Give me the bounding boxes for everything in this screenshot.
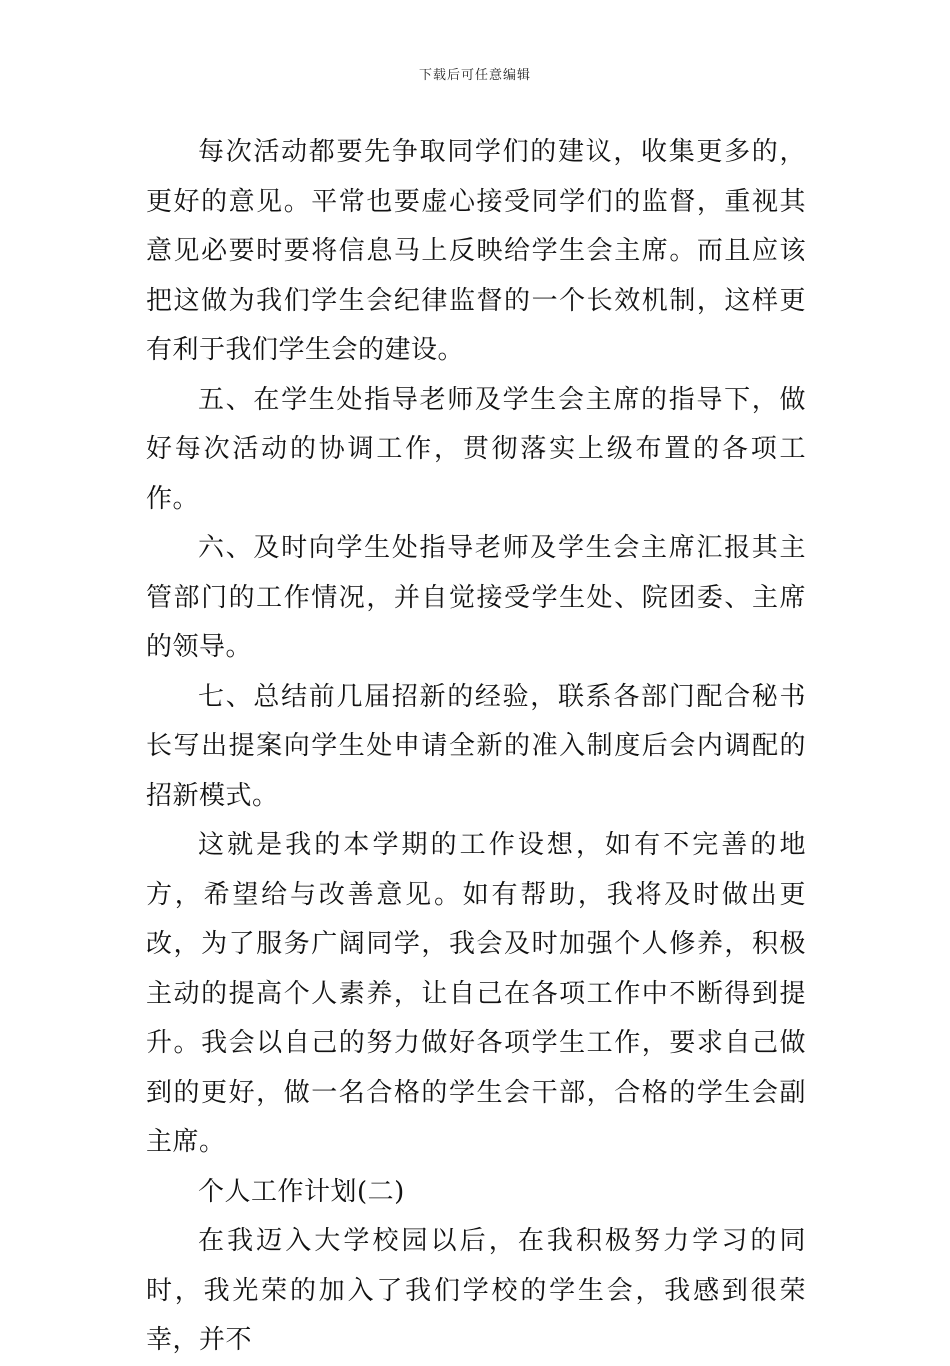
paragraph-4: 七、总结前几届招新的经验，联系各部门配合秘书长写出提案向学生处申请全新的准入制度后会内调配的招新模式。	[146, 681, 806, 811]
header-note: 下载后可任意编辑	[418, 68, 531, 83]
paragraph-6: 在我迈入大学校园以后，在我积极努力学习的同时，我光荣的加入了我们学校的学生会，我感到很荣幸，并不	[146, 1226, 806, 1355]
document-body	[146, 128, 806, 1366]
paragraph-3: 六、及时向学生处指导老师及学生会主席汇报其主管部门的工作情况，并自觉接受学生处、院团委、主席的领导。	[146, 533, 806, 662]
paragraph-1: 每次活动都要先争取同学们的建议，收集更多的，更好的意见。平常也要虚心接受同学们的监督，重视其意见必要时要将信息马上反映给学生会主席。而且应该把这做为我们学生会纪律监督的一个长效机制，这样更有利于我们学生会的建设。	[146, 137, 806, 365]
section-heading: 个人工作计划(二)	[198, 1176, 405, 1207]
paragraph-5: 这就是我的本学期的工作设想，如有不完善的地方，希望给与改善意见。如有帮助，我将及时做出更改，为了服务广阔同学，我会及时加强个人修养，积极主动的提高个人素养，让自己在各项工作中不断得到提升。我会以自己的努力做好各项学生工作，要求自己做到的更好，做一名合格的学生会干部，合格的学生会副主席。	[146, 830, 806, 1157]
paragraph-2: 五、在学生处指导老师及学生会主席的指导下，做好每次活动的协调工作，贯彻落实上级布置的各项工作。	[146, 384, 806, 514]
